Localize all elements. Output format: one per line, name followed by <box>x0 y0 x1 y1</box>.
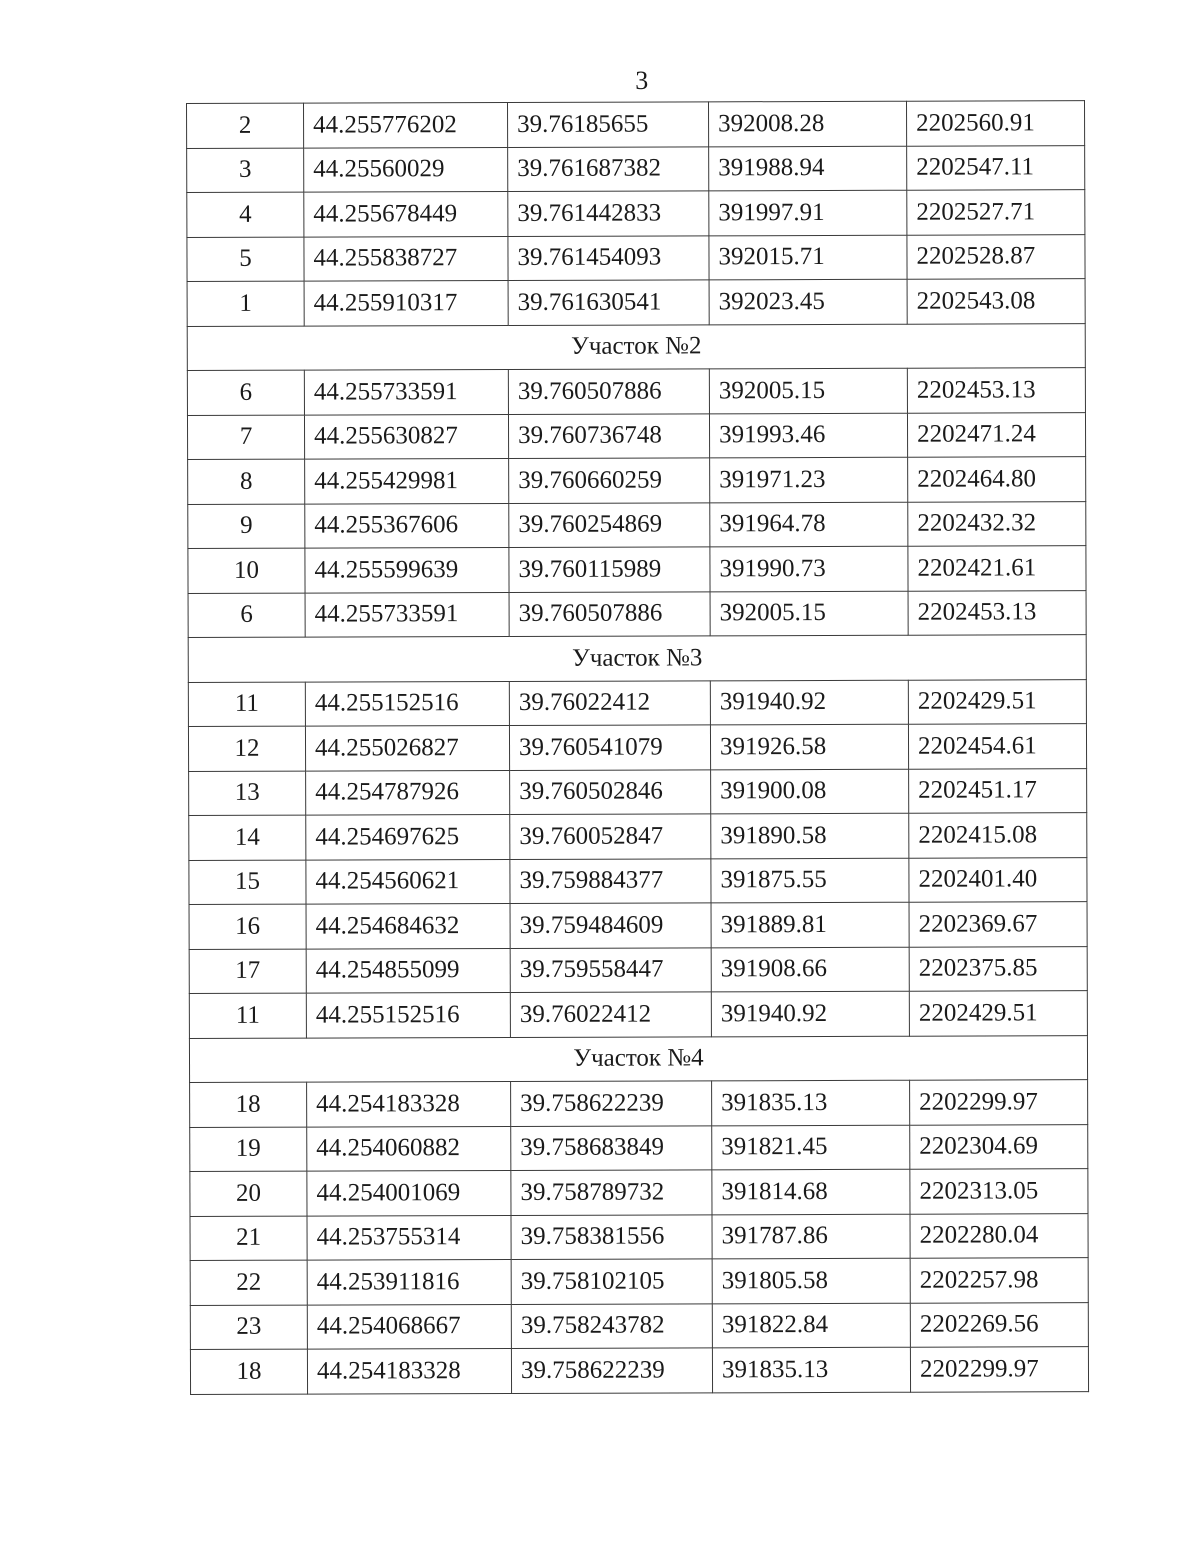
y-coordinate-cell: 2202299.97 <box>910 1347 1088 1392</box>
longitude-cell: 39.760502846 <box>510 769 711 814</box>
longitude-cell: 39.760736748 <box>508 413 709 458</box>
table-row <box>187 101 1085 148</box>
x-coordinate-cell: 392008.28 <box>708 101 906 146</box>
point-number-cell: 6 <box>188 593 305 638</box>
x-coordinate-cell: 391900.08 <box>711 769 909 814</box>
y-coordinate-cell: 2202299.97 <box>910 1080 1088 1125</box>
table-row <box>189 857 1087 904</box>
longitude-cell: 39.758243782 <box>511 1303 712 1348</box>
x-coordinate-cell: 392023.45 <box>709 279 907 324</box>
x-coordinate-cell: 391990.73 <box>710 546 908 591</box>
section-header-row <box>188 635 1086 682</box>
point-number-cell: 2 <box>187 103 304 148</box>
latitude-cell: 44.254060882 <box>307 1126 511 1171</box>
point-number-cell: 13 <box>189 771 306 816</box>
y-coordinate-cell: 2202453.13 <box>908 590 1086 635</box>
y-coordinate-cell: 2202528.87 <box>907 234 1085 279</box>
longitude-cell: 39.759884377 <box>510 858 711 903</box>
latitude-cell: 44.254855099 <box>306 948 510 993</box>
table-row <box>190 1302 1088 1349</box>
longitude-cell: 39.760507886 <box>508 369 709 414</box>
table-row <box>188 501 1086 548</box>
y-coordinate-cell: 2202547.11 <box>907 145 1085 190</box>
latitude-cell: 44.255733591 <box>305 592 509 637</box>
point-number-cell: 18 <box>190 1082 307 1127</box>
longitude-cell: 39.758789732 <box>511 1170 712 1215</box>
section-header-row <box>189 1035 1087 1082</box>
table-row <box>190 1347 1088 1394</box>
table-row <box>190 1124 1088 1171</box>
longitude-cell: 39.758102105 <box>511 1259 712 1304</box>
latitude-cell: 44.255367606 <box>305 503 509 548</box>
y-coordinate-cell: 2202453.13 <box>907 368 1085 413</box>
section-title: Участок №2 <box>187 323 1085 370</box>
latitude-cell: 44.254183328 <box>307 1348 511 1393</box>
x-coordinate-cell: 392005.15 <box>710 591 908 636</box>
latitude-cell: 44.254787926 <box>306 770 510 815</box>
longitude-cell: 39.760115989 <box>509 547 710 592</box>
longitude-cell: 39.761442833 <box>508 191 709 236</box>
latitude-cell: 44.255599639 <box>305 547 509 592</box>
y-coordinate-cell: 2202369.67 <box>909 902 1087 947</box>
x-coordinate-cell: 391835.13 <box>712 1347 910 1392</box>
table-row <box>188 590 1086 637</box>
x-coordinate-cell: 391889.81 <box>711 902 909 947</box>
latitude-cell: 44.255678449 <box>304 191 508 236</box>
y-coordinate-cell: 2202269.56 <box>910 1302 1088 1347</box>
latitude-cell: 44.255838727 <box>304 236 508 281</box>
x-coordinate-cell: 391814.68 <box>712 1169 910 1214</box>
latitude-cell: 44.255152516 <box>306 992 510 1037</box>
y-coordinate-cell: 2202464.80 <box>908 457 1086 502</box>
table-row <box>190 1080 1088 1127</box>
point-number-cell: 4 <box>187 192 304 237</box>
x-coordinate-cell: 391822.84 <box>712 1303 910 1348</box>
table-row <box>189 768 1087 815</box>
y-coordinate-cell: 2202432.32 <box>908 501 1086 546</box>
page-number: 3 <box>635 66 649 95</box>
point-number-cell: 11 <box>189 993 306 1038</box>
longitude-cell: 39.760507886 <box>509 591 710 636</box>
point-number-cell: 6 <box>187 370 304 415</box>
point-number-cell: 12 <box>188 726 305 771</box>
x-coordinate-cell: 391821.45 <box>712 1125 910 1170</box>
x-coordinate-cell: 391940.92 <box>710 680 908 725</box>
point-number-cell: 18 <box>190 1349 307 1394</box>
table-row <box>188 546 1086 593</box>
x-coordinate-cell: 391926.58 <box>710 724 908 769</box>
point-number-cell: 17 <box>189 949 306 994</box>
section-header-row <box>187 323 1085 370</box>
point-number-cell: 23 <box>190 1305 307 1350</box>
point-number-cell: 1 <box>187 281 304 326</box>
x-coordinate-cell: 392015.71 <box>709 235 907 280</box>
x-coordinate-cell: 391835.13 <box>712 1080 910 1125</box>
x-coordinate-cell: 392005.15 <box>709 368 907 413</box>
y-coordinate-cell: 2202451.17 <box>909 768 1087 813</box>
table-row <box>187 190 1085 237</box>
longitude-cell: 39.759558447 <box>510 947 711 992</box>
point-number-cell: 5 <box>187 237 304 282</box>
longitude-cell: 39.759484609 <box>510 903 711 948</box>
y-coordinate-cell: 2202454.61 <box>908 724 1086 769</box>
latitude-cell: 44.254684632 <box>306 903 510 948</box>
y-coordinate-cell: 2202415.08 <box>909 813 1087 858</box>
table-row <box>189 946 1087 993</box>
latitude-cell: 44.255026827 <box>305 725 509 770</box>
table-row <box>189 991 1087 1038</box>
x-coordinate-cell: 391805.58 <box>712 1258 910 1303</box>
y-coordinate-cell: 2202543.08 <box>907 279 1085 324</box>
section-title: Участок №4 <box>189 1035 1087 1082</box>
x-coordinate-cell: 391875.55 <box>711 858 909 903</box>
x-coordinate-cell: 391997.91 <box>709 190 907 235</box>
coordinates-table-body <box>187 101 1089 1394</box>
latitude-cell: 44.255429981 <box>305 458 509 503</box>
y-coordinate-cell: 2202304.69 <box>910 1124 1088 1169</box>
point-number-cell: 14 <box>189 815 306 860</box>
table-row <box>190 1258 1088 1305</box>
longitude-cell: 39.760254869 <box>509 502 710 547</box>
table-row <box>189 813 1087 860</box>
point-number-cell: 21 <box>190 1216 307 1261</box>
y-coordinate-cell: 2202257.98 <box>910 1258 1088 1303</box>
longitude-cell: 39.760660259 <box>509 458 710 503</box>
table-row <box>188 724 1086 771</box>
table-row <box>187 412 1085 459</box>
y-coordinate-cell: 2202375.85 <box>909 946 1087 991</box>
longitude-cell: 39.758381556 <box>511 1214 712 1259</box>
y-coordinate-cell: 2202421.61 <box>908 546 1086 591</box>
y-coordinate-cell: 2202401.40 <box>909 857 1087 902</box>
table-row <box>190 1169 1088 1216</box>
table-row <box>188 679 1086 726</box>
x-coordinate-cell: 391988.94 <box>709 146 907 191</box>
table-row <box>189 902 1087 949</box>
x-coordinate-cell: 391971.23 <box>710 457 908 502</box>
latitude-cell: 44.255776202 <box>304 102 508 147</box>
longitude-cell: 39.758622239 <box>511 1348 712 1393</box>
table-row <box>187 234 1085 281</box>
longitude-cell: 39.761630541 <box>508 280 709 325</box>
point-number-cell: 15 <box>189 860 306 905</box>
y-coordinate-cell: 2202560.91 <box>906 101 1084 146</box>
latitude-cell: 44.254001069 <box>307 1170 511 1215</box>
point-number-cell: 16 <box>189 904 306 949</box>
longitude-cell: 39.76185655 <box>507 102 708 147</box>
latitude-cell: 44.254560621 <box>306 859 510 904</box>
x-coordinate-cell: 391908.66 <box>711 947 909 992</box>
latitude-cell: 44.25560029 <box>304 147 508 192</box>
y-coordinate-cell: 2202429.51 <box>908 679 1086 724</box>
table-row <box>187 368 1085 415</box>
x-coordinate-cell: 391993.46 <box>709 413 907 458</box>
point-number-cell: 9 <box>188 504 305 549</box>
point-number-cell: 10 <box>188 548 305 593</box>
y-coordinate-cell: 2202471.24 <box>907 412 1085 457</box>
longitude-cell: 39.758683849 <box>511 1125 712 1170</box>
latitude-cell: 44.253755314 <box>307 1215 511 1260</box>
x-coordinate-cell: 391890.58 <box>711 813 909 858</box>
point-number-cell: 22 <box>190 1260 307 1305</box>
latitude-cell: 44.254068667 <box>307 1304 511 1349</box>
point-number-cell: 8 <box>188 459 305 504</box>
y-coordinate-cell: 2202313.05 <box>910 1169 1088 1214</box>
longitude-cell: 39.760052847 <box>510 814 711 859</box>
table-row <box>187 279 1085 326</box>
longitude-cell: 39.76022412 <box>510 992 711 1037</box>
point-number-cell: 20 <box>190 1171 307 1216</box>
latitude-cell: 44.255152516 <box>305 681 509 726</box>
latitude-cell: 44.255630827 <box>304 414 508 459</box>
table-row <box>188 457 1086 504</box>
latitude-cell: 44.255733591 <box>304 369 508 414</box>
point-number-cell: 7 <box>187 415 304 460</box>
coordinates-table <box>186 100 1089 1394</box>
x-coordinate-cell: 391964.78 <box>710 502 908 547</box>
latitude-cell: 44.253911816 <box>307 1259 511 1304</box>
y-coordinate-cell: 2202280.04 <box>910 1213 1088 1258</box>
y-coordinate-cell: 2202527.71 <box>907 190 1085 235</box>
longitude-cell: 39.760541079 <box>509 725 710 770</box>
longitude-cell: 39.761687382 <box>508 146 709 191</box>
y-coordinate-cell: 2202429.51 <box>909 991 1087 1036</box>
x-coordinate-cell: 391940.92 <box>711 991 909 1036</box>
section-title: Участок №3 <box>188 635 1086 682</box>
longitude-cell: 39.76022412 <box>509 680 710 725</box>
point-number-cell: 11 <box>188 682 305 727</box>
latitude-cell: 44.255910317 <box>304 280 508 325</box>
longitude-cell: 39.761454093 <box>508 235 709 280</box>
table-row <box>190 1213 1088 1260</box>
point-number-cell: 3 <box>187 148 304 193</box>
x-coordinate-cell: 391787.86 <box>712 1214 910 1259</box>
latitude-cell: 44.254697625 <box>306 814 510 859</box>
latitude-cell: 44.254183328 <box>307 1081 511 1126</box>
table-row <box>187 145 1085 192</box>
point-number-cell: 19 <box>190 1127 307 1172</box>
longitude-cell: 39.758622239 <box>511 1081 712 1126</box>
